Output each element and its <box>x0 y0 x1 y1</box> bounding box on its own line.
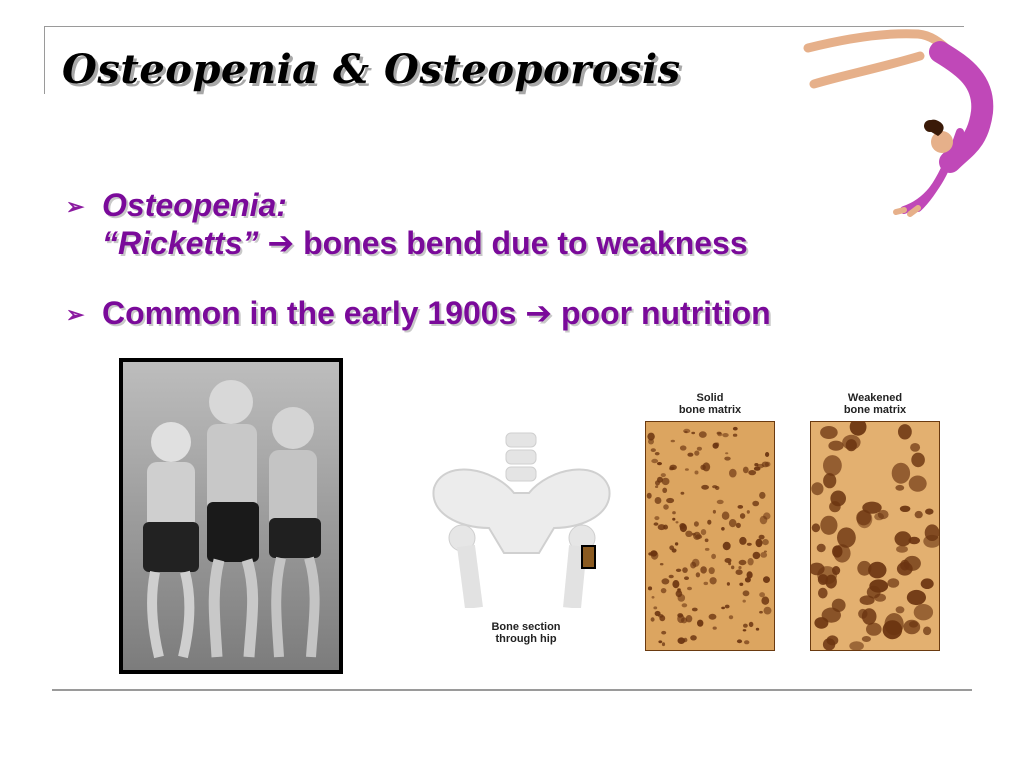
bone-pore <box>685 468 689 471</box>
bone-pore <box>827 635 839 645</box>
bone-pore <box>857 510 873 528</box>
bone-pore <box>650 550 657 556</box>
bone-pore <box>722 433 728 437</box>
right-arrow-icon: ➔ <box>525 294 553 332</box>
bone-pore <box>829 501 841 512</box>
ricketts-term: “Ricketts” <box>102 225 259 261</box>
bone-pore <box>672 580 679 588</box>
bone-pore <box>696 572 700 577</box>
bone-pore <box>818 574 828 585</box>
bone-pore <box>676 569 681 572</box>
bone-pore <box>728 562 731 565</box>
bone-pore <box>692 608 698 612</box>
bone-pore <box>747 543 752 546</box>
bone-pore <box>658 614 663 618</box>
bullet-common-result: poor nutrition <box>560 295 771 331</box>
bone-pore <box>763 512 770 519</box>
bone-pore <box>657 477 663 483</box>
bone-pore <box>682 603 688 607</box>
bullet-heading: Osteopenia: <box>102 187 287 223</box>
bone-pore <box>747 510 750 514</box>
bone-pore <box>707 520 711 525</box>
bone-pore <box>723 542 731 550</box>
bone-pore <box>700 566 707 573</box>
bone-pore <box>858 609 867 619</box>
bone-pore <box>923 535 940 548</box>
bone-pore <box>914 604 933 620</box>
bone-pore <box>692 559 700 567</box>
bone-pore <box>695 471 699 475</box>
bone-pore <box>654 516 659 520</box>
bone-pore <box>725 605 730 609</box>
bone-pore <box>739 537 746 545</box>
bone-pore <box>721 607 725 610</box>
bone-pore <box>687 587 692 591</box>
bone-pore <box>736 523 741 528</box>
bone-pore <box>832 545 842 557</box>
bone-pore <box>820 426 838 439</box>
bone-pore <box>759 492 765 499</box>
bone-pore <box>677 614 684 623</box>
bone-pore <box>762 539 769 545</box>
bone-pore <box>662 578 670 584</box>
bone-pore <box>713 627 717 630</box>
bone-pore <box>676 590 683 597</box>
bone-pore <box>743 600 746 603</box>
bone-pore <box>887 578 899 588</box>
bone-pore <box>681 492 685 495</box>
weakened-bone-matrix-image <box>810 421 940 651</box>
bone-pore <box>907 590 926 605</box>
bone-pore <box>823 455 842 476</box>
hip-bone-illustration <box>414 378 629 648</box>
solid-bone-label: Solid bone matrix <box>678 392 742 416</box>
bone-pore <box>713 510 716 514</box>
bone-pore <box>874 513 884 520</box>
bone-pore <box>715 442 719 446</box>
bone-pore <box>753 552 761 559</box>
bone-pore <box>725 452 728 454</box>
bone-pore <box>662 642 665 646</box>
bone-pore <box>765 452 769 457</box>
bone-pore <box>739 583 743 586</box>
bone-pore <box>684 576 689 580</box>
bone-pore <box>921 578 934 589</box>
bone-pore <box>666 498 674 503</box>
bone-pore <box>764 551 767 553</box>
bone-pore <box>900 506 911 512</box>
bone-pore <box>651 617 655 621</box>
weakened-bone-label: Weakened bone matrix <box>843 392 907 416</box>
bone-pore <box>721 527 725 531</box>
bone-pore <box>828 441 843 451</box>
bone-pore <box>691 432 695 434</box>
bone-pore <box>862 636 871 642</box>
bone-pore <box>717 432 722 436</box>
bone-pore <box>743 467 749 474</box>
bone-pore <box>837 527 856 547</box>
bone-pore <box>923 627 931 636</box>
bone-pore <box>749 622 754 627</box>
bullet-common <box>66 294 771 332</box>
bone-pore <box>661 588 667 593</box>
bone-pore <box>705 548 710 551</box>
bone-pore <box>697 447 702 451</box>
slide-title: Osteopenia & Osteoporosis <box>62 46 681 93</box>
frame-line-bottom <box>52 689 972 691</box>
bone-pore <box>743 624 748 628</box>
bone-pore <box>911 453 925 468</box>
bone-pore <box>868 562 886 579</box>
rickets-children-photo <box>119 358 343 674</box>
bone-pore <box>733 427 738 431</box>
bone-pore <box>700 465 705 470</box>
bone-pore <box>661 631 666 635</box>
bone-pore <box>747 571 753 578</box>
bone-pore <box>896 606 905 613</box>
bone-pore <box>675 542 678 545</box>
bone-pore <box>748 558 754 565</box>
bone-pore <box>885 613 904 635</box>
bone-pore <box>712 485 717 488</box>
bone-pore <box>752 501 759 507</box>
bone-pore <box>915 511 923 518</box>
bone-pore <box>694 451 699 456</box>
bone-pore <box>647 433 654 441</box>
bullet-arrow-icon: ➢ <box>66 302 85 327</box>
bone-pore <box>672 548 677 552</box>
bone-pore <box>687 453 693 457</box>
bone-pore <box>729 469 737 478</box>
bone-pore <box>722 512 730 520</box>
bone-pore <box>655 485 658 488</box>
bone-pore <box>690 635 697 640</box>
bone-pore <box>738 505 744 509</box>
bone-pore <box>717 500 724 504</box>
ricketts-description: bones bend due to weakness <box>303 225 748 261</box>
bone-pore <box>743 629 747 631</box>
bone-pore <box>704 582 709 585</box>
right-arrow-icon: ➔ <box>267 224 295 262</box>
bone-pore <box>651 459 658 463</box>
bone-pore <box>647 493 652 499</box>
bone-pore <box>709 567 715 574</box>
bone-pore <box>660 563 664 565</box>
bullet-common-text: Common in the early 1900s <box>102 295 517 331</box>
bone-pore <box>748 470 756 475</box>
bone-pore <box>683 638 687 642</box>
bone-pore <box>738 566 741 569</box>
bone-pore <box>820 516 837 535</box>
bone-pore <box>896 546 908 553</box>
bullet-osteopenia <box>66 186 748 262</box>
bone-pore <box>811 482 823 495</box>
bone-pore <box>672 518 675 521</box>
bone-pore <box>897 562 913 576</box>
bone-pore <box>869 579 888 592</box>
bone-pore <box>669 575 674 579</box>
bone-pore <box>812 523 820 532</box>
bone-pore <box>892 463 910 484</box>
bone-pore <box>909 476 927 492</box>
bone-pore <box>710 577 717 584</box>
bone-pore <box>743 590 750 596</box>
bone-pore <box>733 434 737 437</box>
bone-pore <box>849 641 864 650</box>
bone-pore <box>729 519 737 527</box>
solid-bone-matrix-image <box>645 421 775 651</box>
bone-pore <box>818 588 828 599</box>
bone-pore <box>823 473 836 488</box>
bone-pore <box>697 620 703 627</box>
bone-pore <box>832 566 840 575</box>
bone-pore <box>760 552 767 558</box>
bone-pore <box>655 452 660 455</box>
bone-pore <box>680 524 687 532</box>
bone-pore <box>662 478 670 485</box>
bone-pore <box>729 615 733 619</box>
bone-pore <box>866 623 882 636</box>
bone-pore <box>759 611 763 614</box>
bone-pore <box>701 529 706 535</box>
bone-pore <box>692 533 696 536</box>
bone-pore <box>832 599 846 612</box>
bone-pore <box>903 620 920 634</box>
bone-pore <box>648 586 652 590</box>
bone-pore <box>814 617 828 629</box>
bone-pore <box>759 592 765 597</box>
bone-pore <box>669 467 674 470</box>
bone-pore <box>676 521 679 523</box>
bone-pore <box>756 628 759 631</box>
hip-caption: Bone section through hip <box>491 621 561 645</box>
gymnast-illustration <box>800 12 1000 232</box>
bone-pore <box>682 567 688 573</box>
bone-pore <box>764 607 772 615</box>
bone-pore <box>705 539 709 543</box>
bone-pore <box>657 462 662 465</box>
bone-pore <box>895 485 904 491</box>
bone-pore <box>910 443 920 452</box>
bone-pore <box>658 640 662 643</box>
bone-pore <box>756 539 763 547</box>
bone-pore <box>846 439 857 451</box>
bone-pore <box>663 504 669 509</box>
bone-pore <box>817 544 826 552</box>
bone-pore <box>655 497 662 504</box>
bone-pore <box>754 467 761 471</box>
bone-pore <box>731 566 734 570</box>
bone-pore <box>737 639 742 643</box>
bone-pore <box>661 473 666 477</box>
bone-pore <box>761 597 769 605</box>
bone-pore <box>685 531 692 537</box>
bone-pore <box>658 524 666 530</box>
bone-pore <box>925 509 933 515</box>
bone-pore <box>654 522 659 525</box>
bone-pore <box>694 521 699 526</box>
bone-pore <box>651 448 656 452</box>
bone-pore <box>739 560 747 565</box>
bone-pore <box>740 513 745 519</box>
bone-pore <box>653 606 657 609</box>
bone-pore <box>652 596 655 599</box>
bone-pore <box>724 457 730 461</box>
bone-pore <box>759 535 765 540</box>
bone-pore <box>744 640 749 644</box>
bone-pore <box>672 511 676 514</box>
bullet-arrow-icon: ➢ <box>66 194 85 219</box>
bone-pore <box>736 569 743 575</box>
bone-pore <box>763 576 770 583</box>
bone-pore <box>699 431 707 438</box>
bone-pore <box>662 488 667 493</box>
frame-line-left <box>44 26 45 94</box>
bone-pore <box>709 614 717 620</box>
bone-pore <box>684 431 687 433</box>
bone-pore <box>898 424 912 439</box>
bone-pore <box>680 445 687 450</box>
bone-pore <box>727 582 730 586</box>
bone-pore <box>671 440 675 443</box>
bone-pore <box>701 485 709 490</box>
bone-pore <box>895 531 912 546</box>
bone-pore <box>711 554 716 559</box>
bone-pore <box>686 615 693 622</box>
